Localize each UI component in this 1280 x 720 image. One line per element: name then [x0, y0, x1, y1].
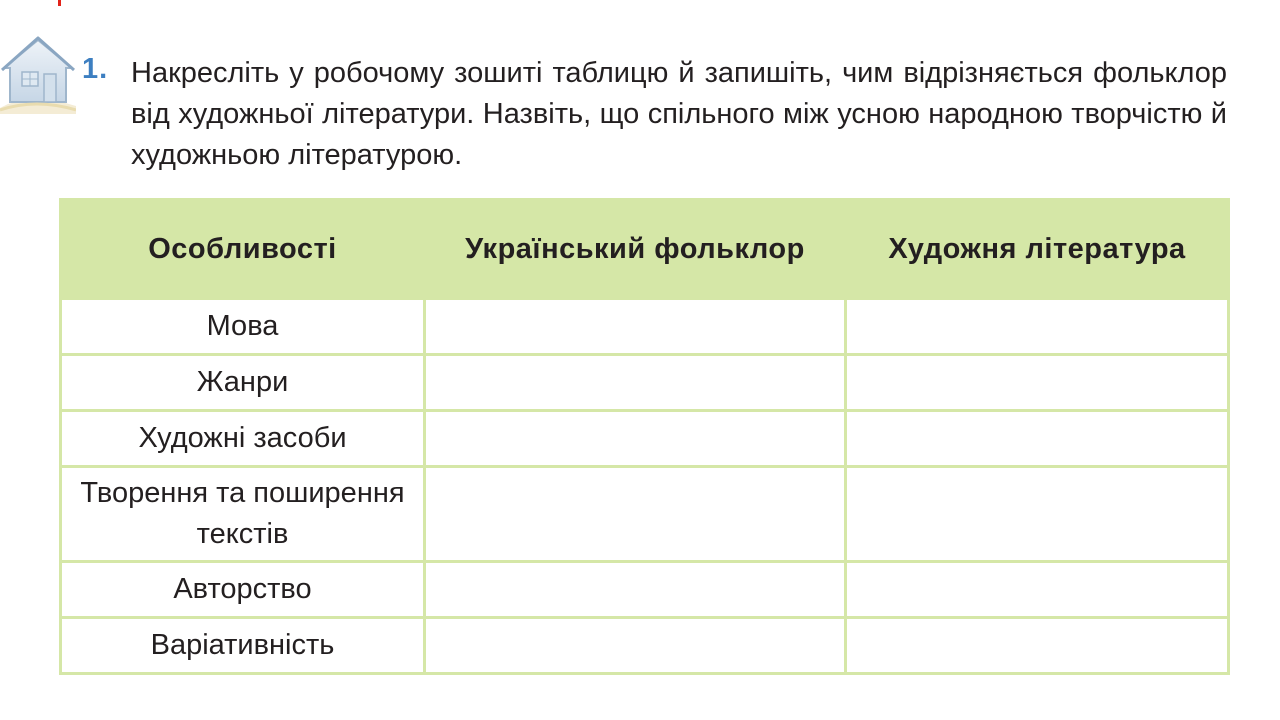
- folklore-cell: [425, 467, 846, 562]
- page-top-mark: [58, 0, 61, 6]
- header-features: Особливості: [61, 200, 425, 299]
- feature-cell: Художні засоби: [61, 411, 425, 467]
- table-row: [61, 467, 1229, 562]
- table-row: [61, 355, 1229, 411]
- task-number: 1.: [82, 53, 109, 85]
- literature-cell: [846, 355, 1229, 411]
- feature-cell: Авторство: [61, 562, 425, 618]
- table-header-row: [61, 200, 1229, 299]
- table-row: [61, 299, 1229, 355]
- literature-cell: [846, 618, 1229, 674]
- folklore-cell: [425, 618, 846, 674]
- literature-cell: [846, 562, 1229, 618]
- home-icon: [0, 34, 76, 114]
- header-literature: Художня література: [846, 200, 1229, 299]
- literature-cell: [846, 411, 1229, 467]
- literature-cell: [846, 299, 1229, 355]
- feature-cell: Мова: [61, 299, 425, 355]
- feature-cell: Жанри: [61, 355, 425, 411]
- table-row: [61, 618, 1229, 674]
- feature-cell: Творення та поширення текстів: [61, 467, 425, 562]
- folklore-cell: [425, 355, 846, 411]
- feature-cell: Варіативність: [61, 618, 425, 674]
- folklore-cell: [425, 562, 846, 618]
- task-text: Накресліть у робочому зошиті таблицю й запишіть, чим відрізняється фольклор від художньої літератури. Назвіть, що спільного між усною народною творчістю й художньою літературою.: [131, 57, 1227, 171]
- table-row: [61, 562, 1229, 618]
- literature-cell: [846, 467, 1229, 562]
- folklore-cell: [425, 411, 846, 467]
- folklore-cell: [425, 299, 846, 355]
- header-folklore: Український фольклор: [425, 200, 846, 299]
- table-row: [61, 411, 1229, 467]
- comparison-table: [59, 198, 1230, 675]
